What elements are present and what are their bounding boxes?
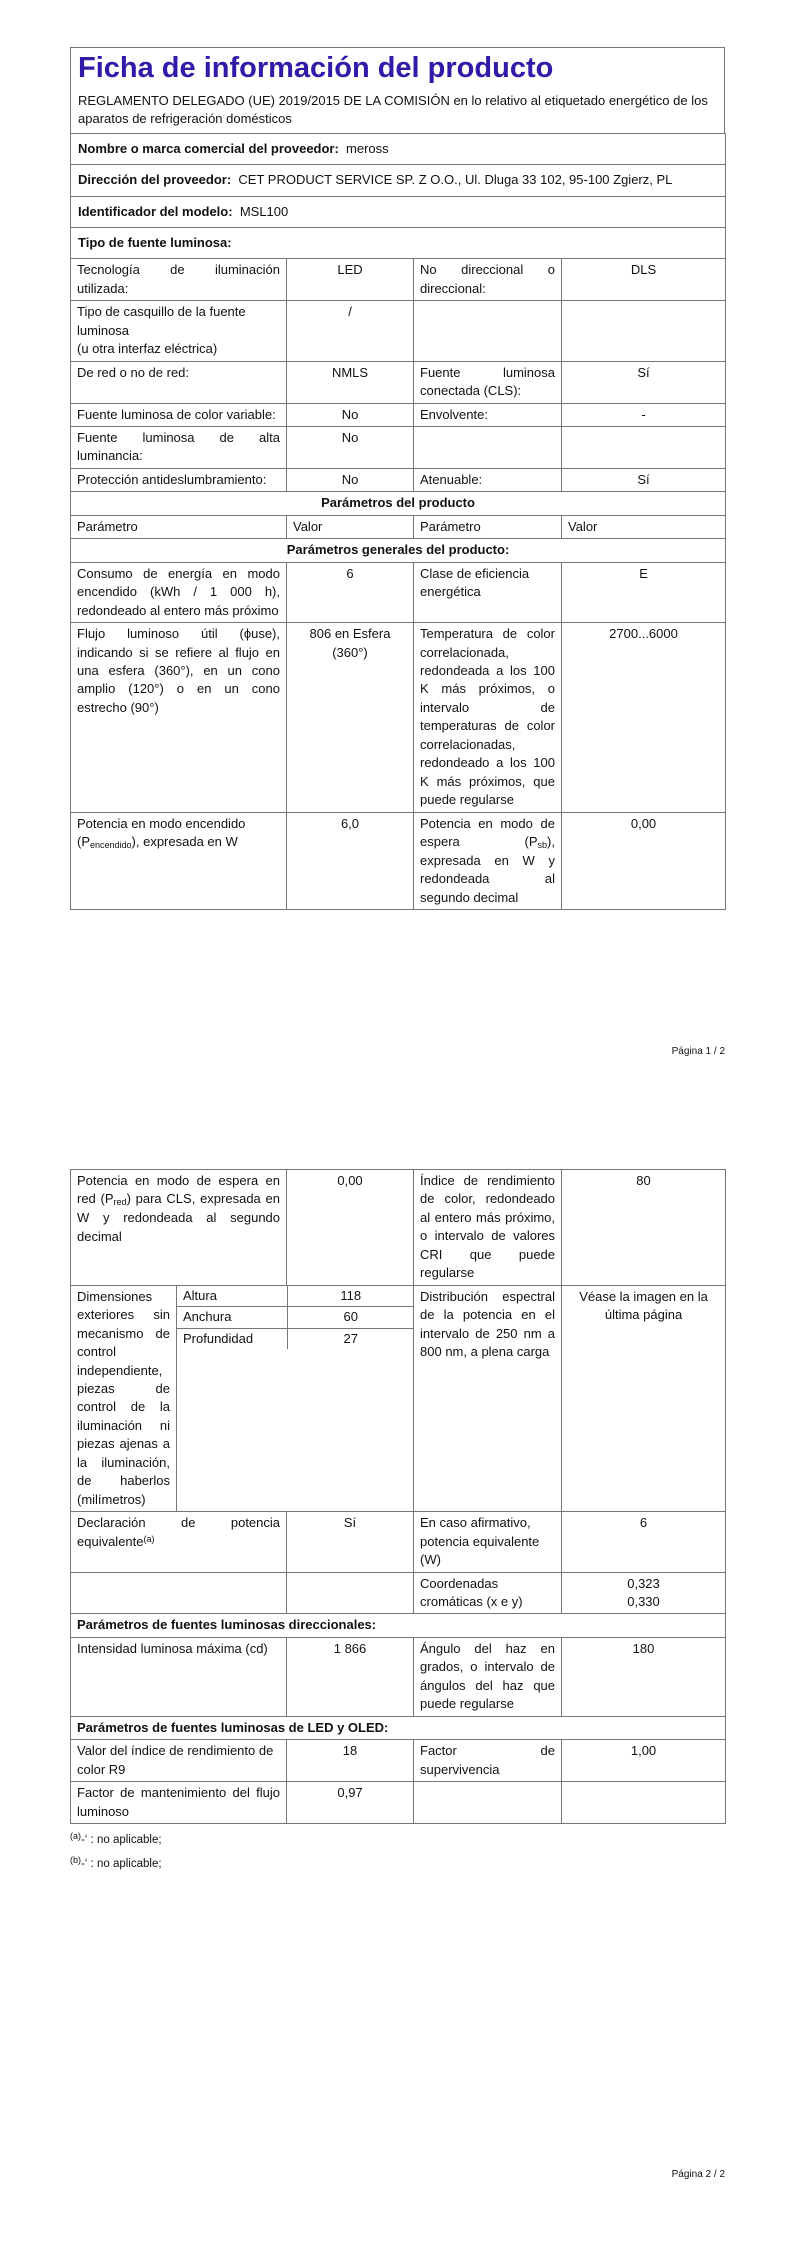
dims-cell xyxy=(177,1285,414,1511)
color-value: No xyxy=(287,403,414,426)
tech-value: LED xyxy=(287,259,414,301)
chroma-value: 0,323 0,330 xyxy=(562,1572,726,1614)
cls-value: Sí xyxy=(562,361,726,403)
model-value: MSL100 xyxy=(239,203,289,219)
energy-value: 6 xyxy=(287,562,414,622)
env-value: - xyxy=(562,403,726,426)
hl-value: No xyxy=(287,427,414,469)
info-table-2 xyxy=(70,1169,726,1824)
regulation-text: REGLAMENTO DELEGADO (UE) 2019/2015 DE LA COMISIÓN en lo relativo al etiquetado energético de los aparatos de refrigeración domésticos xyxy=(78,92,708,127)
page-title: Ficha de información del producto xyxy=(78,52,554,84)
survival-label: Factor de supervivencia xyxy=(414,1740,562,1782)
dim-label: Atenuable: xyxy=(414,468,562,491)
equiv-w-value: 6 xyxy=(562,1512,726,1572)
footnote-a: $^{(a)}$-‘ : no aplicable; xyxy=(70,1830,162,1846)
mains-label: De red o no de red: xyxy=(71,361,287,403)
chroma-label: Coordenadas cromáticas (x e y) xyxy=(414,1572,562,1614)
depth-value: 27 xyxy=(287,1328,414,1349)
page-number-2: Página 2 / 2 xyxy=(671,2169,725,2180)
glare-value: No xyxy=(287,468,414,491)
class-value: E xyxy=(562,562,726,622)
dim-value: Sí xyxy=(562,468,726,491)
width-value: 60 xyxy=(287,1307,414,1328)
beam-label: Ángulo del haz en grados, o intervalo de ángulos del haz que puede regularse xyxy=(414,1637,562,1716)
footnote-b: $^{(b)}$-‘ : no aplicable; xyxy=(70,1854,162,1870)
cap-label: Tipo de casquillo de la fuente luminosa (u otra interfaz eléctrica) xyxy=(71,301,287,361)
standby-value: 0,00 xyxy=(562,812,726,910)
env-label: Envolvente: xyxy=(414,403,562,426)
product-params-heading: Parámetros del producto xyxy=(71,492,726,515)
beam-value: 180 xyxy=(562,1637,726,1716)
col-param-2: Parámetro xyxy=(414,515,562,538)
spd-label: Distribución espectral de la potencia en el intervalo de 250 nm a 800 nm, a plena carga xyxy=(414,1285,562,1511)
light-source-type-heading: Tipo de fuente luminosa: xyxy=(71,227,726,258)
standby-label: Potencia en modo de espera $(P_{sb})$, expresada en W y redondeada al segundo decimal xyxy=(414,812,562,910)
cap-value: / xyxy=(287,301,414,361)
col-value-1: Valor xyxy=(287,515,414,538)
general-params-heading: Parámetros generales del producto: xyxy=(71,539,726,562)
tech-label: Tecnología de iluminación utilizada: xyxy=(71,259,287,301)
equiv-label: Declaración de potencia equivalente$^{(a)}$ xyxy=(71,1512,287,1572)
col-value-2: Valor xyxy=(562,515,726,538)
address-value: CET PRODUCT SERVICE SP. Z O.O., Ul. Dluga 33 102, 95-100 Zgierz, PL xyxy=(238,172,673,188)
netstandby-value: 0,00 xyxy=(287,1170,414,1286)
dir-label: No direccional o direccional: xyxy=(414,259,562,301)
energy-label: Consumo de energía en modo encendido (kWh / 1 000 h), redondeado al entero más próximo xyxy=(71,562,287,622)
directional-heading: Parámetros de fuentes luminosas direccionales: xyxy=(71,1614,726,1637)
led-heading: Parámetros de fuentes luminosas de LED y OLED: xyxy=(71,1716,726,1739)
intensity-label: Intensidad luminosa máxima (cd) xyxy=(71,1637,287,1716)
glare-label: Protección antideslumbramiento: xyxy=(71,468,287,491)
address-row: Dirección del proveedor: CET PRODUCT SERVICE SP. Z O.O., Ul. Dluga 33 102, 95-100 Zgierz, PL xyxy=(71,165,726,196)
info-table xyxy=(70,133,726,911)
color-label: Fuente luminosa de color variable: xyxy=(71,403,287,426)
supplier-value: meross xyxy=(346,140,389,156)
cri-value: 80 xyxy=(562,1170,726,1286)
maint-value: 0,97 xyxy=(287,1782,414,1824)
power-value: 6,0 xyxy=(287,812,414,910)
cct-value: 2700...6000 xyxy=(562,623,726,813)
page-number-1: Página 1 / 2 xyxy=(671,1046,725,1057)
mains-value: NMLS xyxy=(287,361,414,403)
height-label: Altura xyxy=(177,1286,287,1307)
col-param-1: Parámetro xyxy=(71,515,287,538)
flux-value: 806 en Esfera (360°) xyxy=(287,623,414,813)
hl-label: Fuente luminosa de alta luminancia: xyxy=(71,427,287,469)
dims-subtable xyxy=(177,1286,414,1349)
r9-label: Valor del índice de rendimiento de color R9 xyxy=(71,1740,287,1782)
intensity-value: 1 866 xyxy=(287,1637,414,1716)
footnotes xyxy=(70,1828,725,1876)
height-value: 118 xyxy=(287,1286,414,1307)
cri-label: Índice de rendimiento de color, redondeado al entero más próximo, o intervalo de valores CRI que puede regularse xyxy=(414,1170,562,1286)
r9-value: 18 xyxy=(287,1740,414,1782)
equiv-w-label: En caso afirmativo, potencia equivalente (W) xyxy=(414,1512,562,1572)
flux-label: Flujo luminoso útil (ϕuse), indicando si se refiere al flujo en una esfera (360°), en un cono amplio (120°) o en un cono estrecho (90°) xyxy=(71,623,287,813)
page-1 xyxy=(70,47,725,910)
model-row: Identificador del modelo: MSL100 xyxy=(71,196,726,227)
dir-value: DLS xyxy=(562,259,726,301)
class-label: Clase de eficiencia energética xyxy=(414,562,562,622)
netstandby-label: Potencia en modo de espera en red $(P_{red})$ para CLS, expresada en W y redondeada al segundo decimal xyxy=(71,1170,287,1286)
cls-label: Fuente luminosa conectada (CLS): xyxy=(414,361,562,403)
maint-label: Factor de mantenimiento del flujo luminoso xyxy=(71,1782,287,1824)
depth-label: Profundidad xyxy=(183,1330,254,1346)
cct-label: Temperatura de color correlacionada, redondeada a los 100 K más próximos, o intervalo de temperaturas de color correlacionadas, redondeado a los 100 K más próximos, que puede regularse xyxy=(414,623,562,813)
page-2 xyxy=(70,1169,725,1876)
supplier-row: Nombre o marca comercial del proveedor: meross xyxy=(71,133,726,164)
equiv-value: Sí xyxy=(287,1512,414,1572)
spd-value: Véase la imagen en la última página xyxy=(562,1285,726,1511)
dims-label: Dimensiones exteriores sin mecanismo de control independiente, piezas de control de la iluminación ni piezas ajenas a la iluminación, de haberlos (milímetros) xyxy=(71,1285,177,1511)
header-block xyxy=(70,47,725,133)
survival-value: 1,00 xyxy=(562,1740,726,1782)
width-label: Anchura xyxy=(177,1307,287,1328)
power-label: Potencia en modo encendido $(P_{encendido})$, expresada en W xyxy=(71,812,287,910)
